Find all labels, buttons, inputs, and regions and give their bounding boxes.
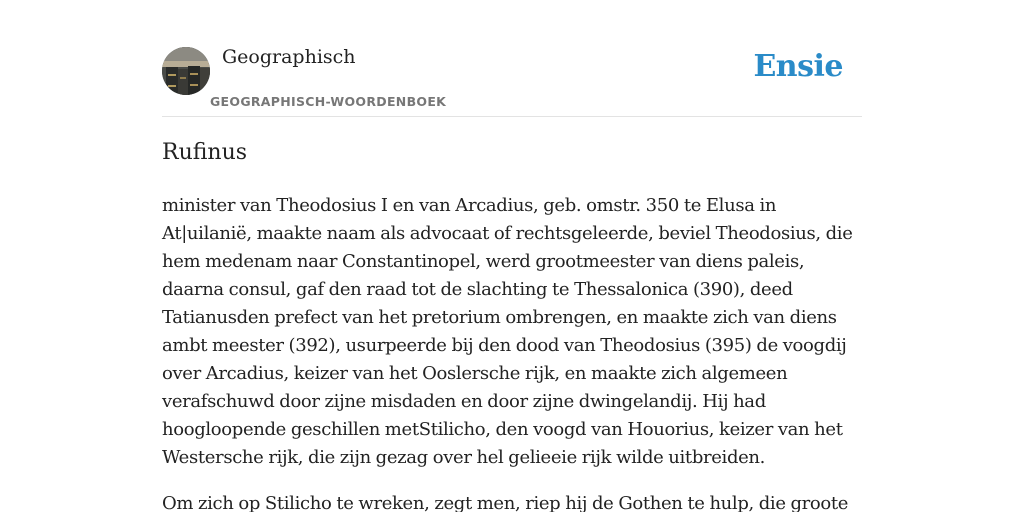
- source-avatar[interactable]: [162, 47, 210, 95]
- source-title[interactable]: Geographisch: [222, 46, 356, 68]
- entry-body: [162, 192, 862, 512]
- entry-paragraph: Om zich op Stilicho te wreken, zegt men, riep hij de Gothen te hulp, die groote: [162, 493, 849, 512]
- page-container: [162, 0, 862, 512]
- entry-title: Rufinus: [162, 140, 248, 165]
- books-icon: [162, 47, 210, 95]
- entry-paragraph: minister van Theodosius I en van Arcadius, geb. omstr. 350 te Elusa in At|uilanië, maakte naam als advocaat of rechtsgeleerde, beviel Theodosius, die hem medenam naar Constantinopel, werd grootmeester van diens paleis, daarna consul, gaf den raad tot de slachting te Thessalonica (390), deed Tatianusden prefect van het pretorium ombrengen, en maakte zich van diens ambt meester (392), usurpeerde bij den dood van Theodosius (395) de voogdij over Arcadius, keizer van het Ooslersche rijk, en maakte zich algemeen verafschuwd door zijne misdaden en door zijne dwingelandij. Hij had hoogloopende geschillen metStilicho, den voogd van Houorius, keizer van het Westersche rijk, die zijn gezag over hel gelieeie rijk wilde uitbreiden.: [162, 195, 853, 468]
- brand-logo[interactable]: Ensie: [753, 49, 843, 84]
- source-subtitle[interactable]: GEOGRAPHISCH-WOORDENBOEK: [210, 94, 447, 109]
- source-header: [162, 0, 862, 117]
